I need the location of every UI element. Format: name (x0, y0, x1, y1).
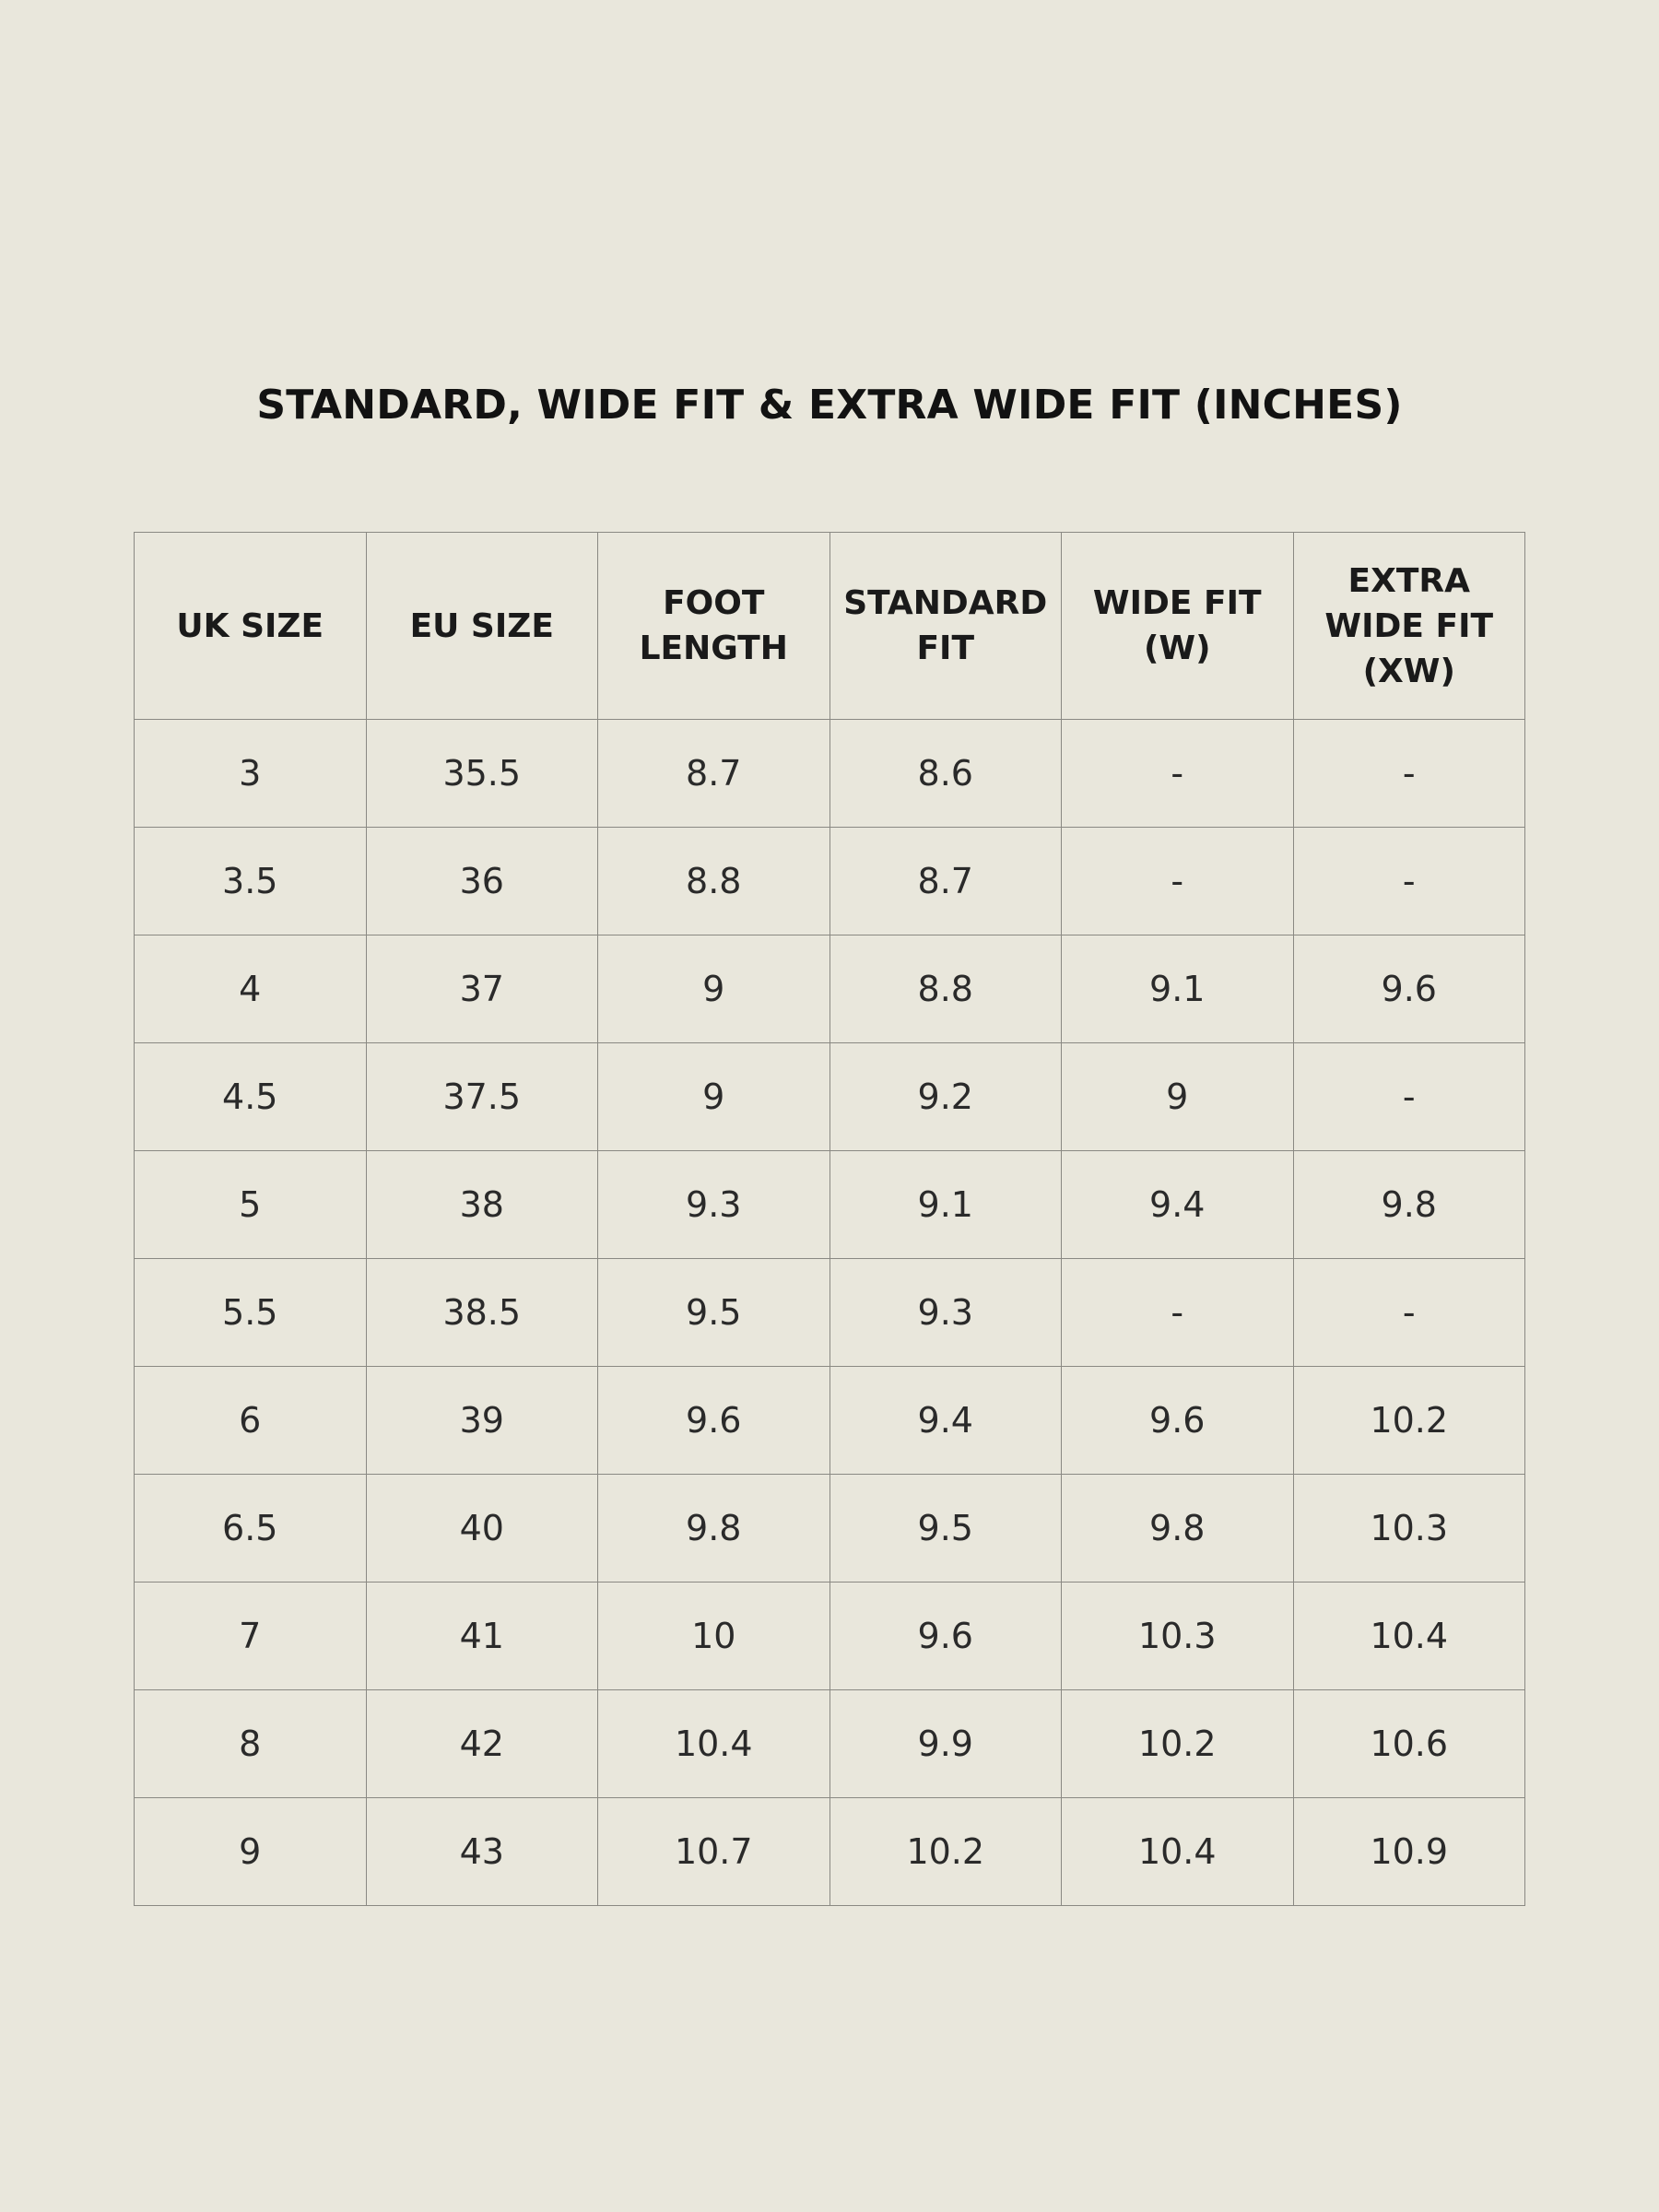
foot-length-cell: 8.7 (598, 720, 830, 828)
uk-size-cell: 9 (135, 1798, 367, 1906)
table-row (135, 935, 1525, 1043)
standard-fit-cell: 8.6 (830, 720, 1062, 828)
uk-size-cell: 8 (135, 1690, 367, 1798)
eu-size-cell: 37.5 (366, 1043, 598, 1151)
standard-fit-cell: 8.8 (830, 935, 1062, 1043)
wide-fit-cell: - (1062, 828, 1294, 935)
header-line: (W) (1143, 629, 1211, 667)
uk-size-cell: 3.5 (135, 828, 367, 935)
extra-wide-fit-cell: 10.9 (1293, 1798, 1525, 1906)
foot-length-cell: 10.7 (598, 1798, 830, 1906)
wide-fit-cell: 9.6 (1062, 1367, 1294, 1475)
table-row (135, 828, 1525, 935)
wide-fit-cell: 10.2 (1062, 1690, 1294, 1798)
extra-wide-fit-cell: - (1293, 828, 1525, 935)
table-row (135, 1151, 1525, 1259)
uk-size-cell: 4 (135, 935, 367, 1043)
eu-size-cell: 40 (366, 1475, 598, 1583)
header-line: FIT (916, 629, 975, 667)
header-line: LENGTH (639, 629, 788, 667)
wide-fit-cell: 9.4 (1062, 1151, 1294, 1259)
standard-fit-cell: 9.4 (830, 1367, 1062, 1475)
header-line: UK SIZE (176, 606, 324, 645)
uk-size-cell: 7 (135, 1583, 367, 1690)
eu-size-cell: 43 (366, 1798, 598, 1906)
eu-size-cell: 41 (366, 1583, 598, 1690)
page-title: STANDARD, WIDE FIT & EXTRA WIDE FIT (INCHES) (256, 382, 1403, 429)
wide-fit-cell: 9.8 (1062, 1475, 1294, 1583)
eu-size-cell: 38 (366, 1151, 598, 1259)
header-wide-fit (1062, 533, 1294, 720)
header-line: WIDE FIT (1324, 606, 1494, 645)
eu-size-cell: 36 (366, 828, 598, 935)
standard-fit-cell: 10.2 (830, 1798, 1062, 1906)
standard-fit-cell: 9.6 (830, 1583, 1062, 1690)
foot-length-cell: 9.8 (598, 1475, 830, 1583)
wide-fit-cell: 9 (1062, 1043, 1294, 1151)
header-line: EXTRA (1347, 561, 1470, 600)
extra-wide-fit-cell: 9.8 (1293, 1151, 1525, 1259)
header-line: FOOT (663, 584, 765, 622)
header-extra-wide-fit (1293, 533, 1525, 720)
extra-wide-fit-cell: 10.6 (1293, 1690, 1525, 1798)
uk-size-cell: 3 (135, 720, 367, 828)
size-chart-table (134, 532, 1525, 1906)
wide-fit-cell: - (1062, 720, 1294, 828)
uk-size-cell: 5 (135, 1151, 367, 1259)
header-standard-fit (830, 533, 1062, 720)
eu-size-cell: 37 (366, 935, 598, 1043)
wide-fit-cell: 9.1 (1062, 935, 1294, 1043)
extra-wide-fit-cell: 10.2 (1293, 1367, 1525, 1475)
wide-fit-cell: - (1062, 1259, 1294, 1367)
table-row (135, 1690, 1525, 1798)
table-row (135, 1798, 1525, 1906)
foot-length-cell: 9 (598, 1043, 830, 1151)
foot-length-cell: 10.4 (598, 1690, 830, 1798)
header-line: WIDE FIT (1092, 584, 1262, 622)
eu-size-cell: 39 (366, 1367, 598, 1475)
uk-size-cell: 6.5 (135, 1475, 367, 1583)
header-line: STANDARD (843, 584, 1048, 622)
table-row (135, 1475, 1525, 1583)
foot-length-cell: 9.3 (598, 1151, 830, 1259)
extra-wide-fit-cell: 10.3 (1293, 1475, 1525, 1583)
table-row (135, 1583, 1525, 1690)
foot-length-cell: 8.8 (598, 828, 830, 935)
wide-fit-cell: 10.4 (1062, 1798, 1294, 1906)
header-foot-length (598, 533, 830, 720)
extra-wide-fit-cell: 9.6 (1293, 935, 1525, 1043)
standard-fit-cell: 9.5 (830, 1475, 1062, 1583)
table-row (135, 1259, 1525, 1367)
uk-size-cell: 6 (135, 1367, 367, 1475)
foot-length-cell: 9 (598, 935, 830, 1043)
eu-size-cell: 35.5 (366, 720, 598, 828)
uk-size-cell: 5.5 (135, 1259, 367, 1367)
table-header-row (135, 533, 1525, 720)
header-line: EU SIZE (409, 606, 554, 645)
standard-fit-cell: 9.9 (830, 1690, 1062, 1798)
table-row (135, 720, 1525, 828)
header-eu-size (366, 533, 598, 720)
standard-fit-cell: 8.7 (830, 828, 1062, 935)
eu-size-cell: 42 (366, 1690, 598, 1798)
header-uk-size (135, 533, 367, 720)
eu-size-cell: 38.5 (366, 1259, 598, 1367)
table-row (135, 1367, 1525, 1475)
header-line: (XW) (1362, 652, 1455, 690)
table-row (135, 1043, 1525, 1151)
extra-wide-fit-cell: 10.4 (1293, 1583, 1525, 1690)
foot-length-cell: 10 (598, 1583, 830, 1690)
uk-size-cell: 4.5 (135, 1043, 367, 1151)
standard-fit-cell: 9.2 (830, 1043, 1062, 1151)
extra-wide-fit-cell: - (1293, 1043, 1525, 1151)
foot-length-cell: 9.5 (598, 1259, 830, 1367)
wide-fit-cell: 10.3 (1062, 1583, 1294, 1690)
standard-fit-cell: 9.3 (830, 1259, 1062, 1367)
table-body (135, 720, 1525, 1906)
extra-wide-fit-cell: - (1293, 1259, 1525, 1367)
standard-fit-cell: 9.1 (830, 1151, 1062, 1259)
foot-length-cell: 9.6 (598, 1367, 830, 1475)
extra-wide-fit-cell: - (1293, 720, 1525, 828)
